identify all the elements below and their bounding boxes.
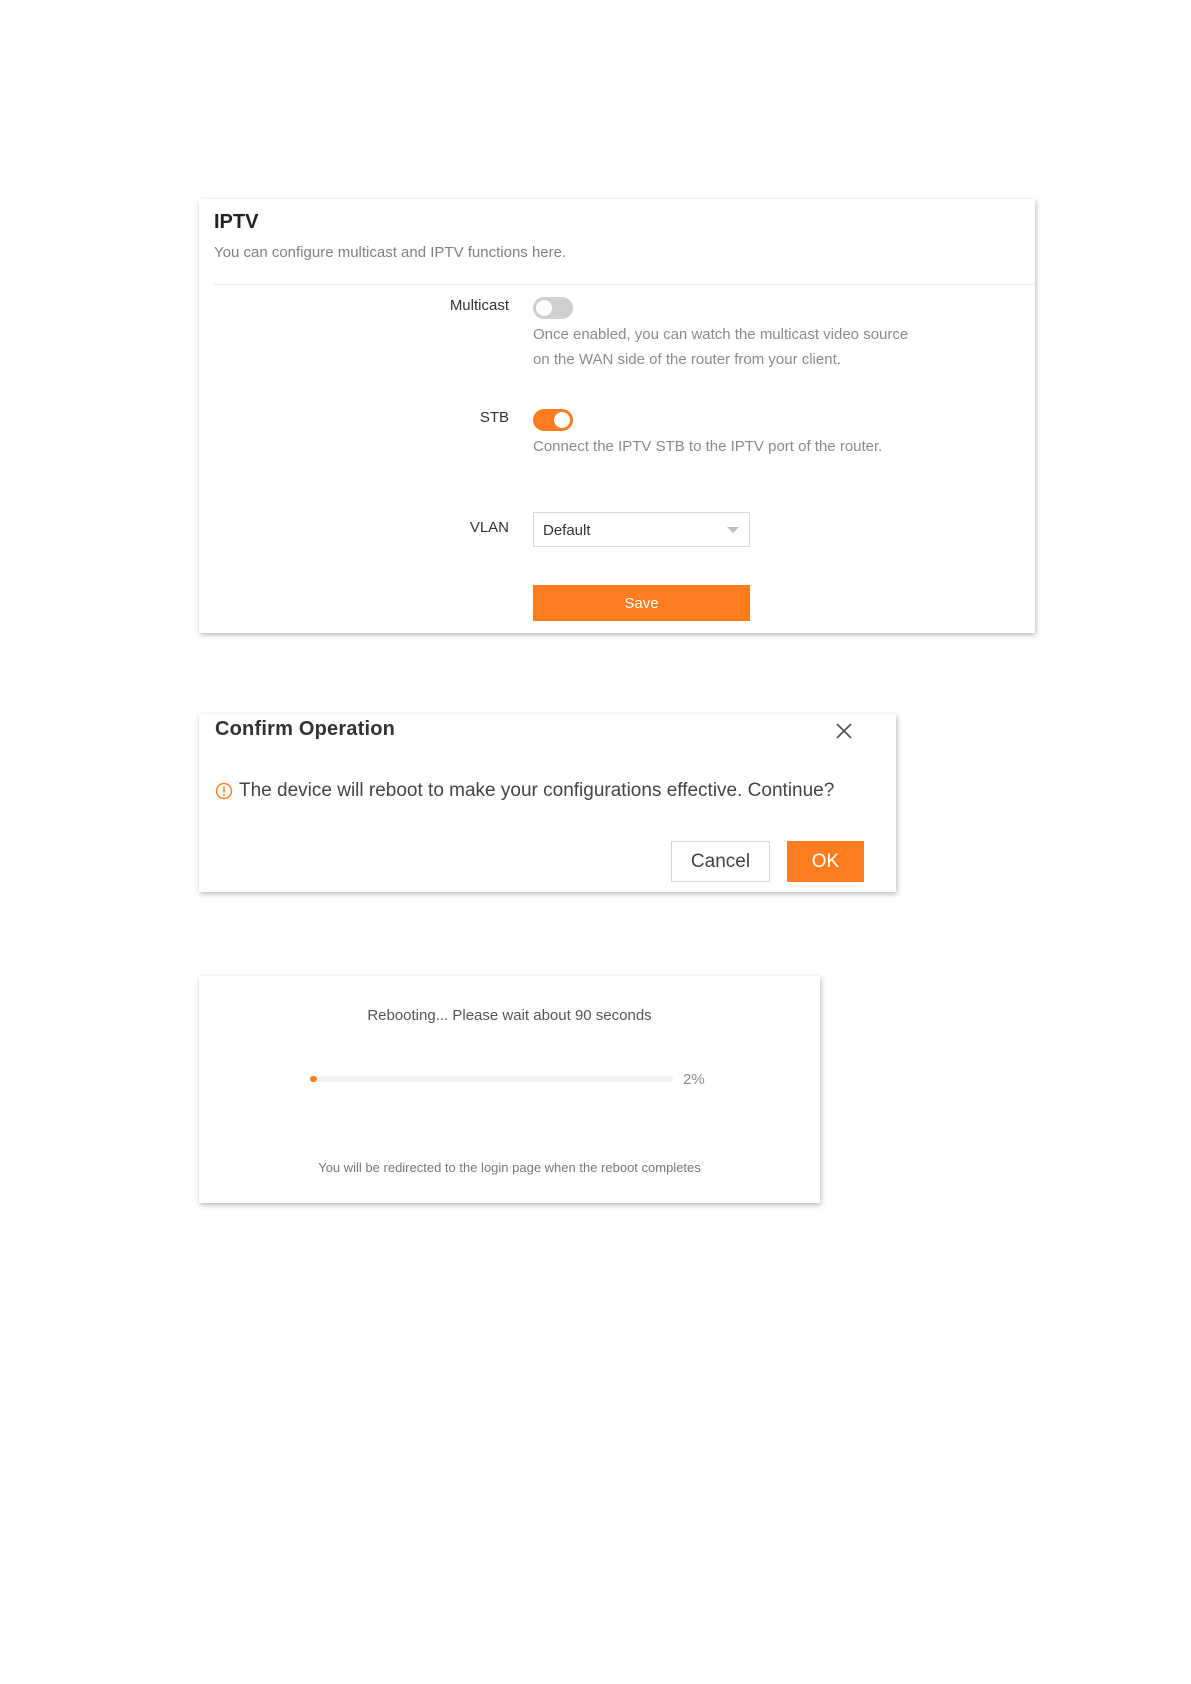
ok-button[interactable]: OK xyxy=(787,841,864,882)
dialog-title: Confirm Operation xyxy=(215,718,396,740)
progress-bar xyxy=(310,1076,673,1082)
reboot-message: Rebooting... Please wait about 90 seconds xyxy=(367,1007,652,1024)
multicast-help-line1: Once enabled, you can watch the multicast video source xyxy=(533,326,909,343)
vlan-label: VLAN xyxy=(469,519,509,536)
multicast-label: Multicast xyxy=(449,297,509,314)
stb-label: STB xyxy=(479,409,509,426)
page-title: IPTV xyxy=(214,211,259,233)
multicast-toggle[interactable] xyxy=(533,297,573,319)
dialog-message-text: The device will reboot to make your configurations effective. Continue? xyxy=(239,780,835,801)
warning-icon xyxy=(215,782,233,800)
progress-percent: 2% xyxy=(683,1071,705,1088)
confirm-dialog xyxy=(199,714,896,892)
iptv-settings-panel xyxy=(199,199,1035,633)
dialog-message xyxy=(215,780,834,802)
save-button[interactable]: Save xyxy=(533,585,750,621)
chevron-down-icon xyxy=(727,527,739,533)
multicast-help-line2: on the WAN side of the router from your client. xyxy=(533,351,841,368)
close-icon[interactable] xyxy=(835,722,853,740)
vlan-selected-value: Default xyxy=(543,522,591,539)
progress-fill xyxy=(310,1076,317,1082)
header-divider xyxy=(214,284,1035,285)
stb-help: Connect the IPTV STB to the IPTV port of the router. xyxy=(533,438,883,455)
multicast-help xyxy=(533,322,953,372)
reboot-progress-card xyxy=(199,976,820,1203)
vlan-select[interactable] xyxy=(533,512,750,547)
redirect-note: You will be redirected to the login page when the reboot completes xyxy=(318,1160,701,1175)
toggle-knob xyxy=(554,412,570,428)
page-subtitle: You can configure multicast and IPTV functions here. xyxy=(214,244,567,261)
stb-toggle[interactable] xyxy=(533,409,573,431)
cancel-button[interactable]: Cancel xyxy=(671,841,770,882)
toggle-knob xyxy=(536,300,552,316)
